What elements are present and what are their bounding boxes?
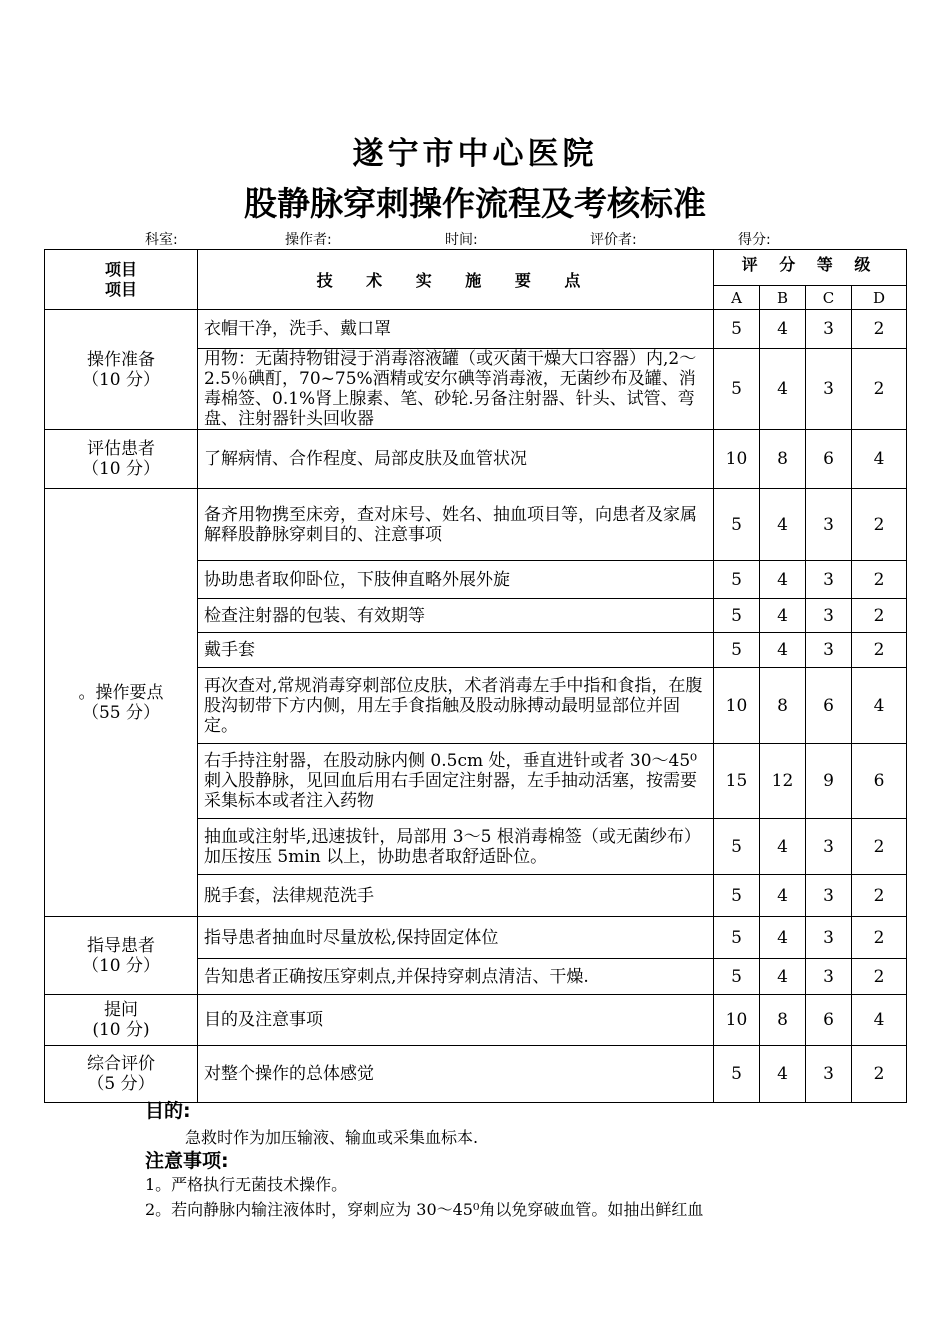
header-item-line2: 项目: [104, 279, 137, 299]
score-c: 3: [806, 819, 852, 875]
grade-a: A: [714, 286, 760, 310]
purpose-heading: 目的:: [145, 1100, 191, 1122]
score-b: 4: [760, 959, 806, 995]
score-d: 2: [852, 875, 907, 917]
item-cell: [45, 489, 198, 917]
item-name: 提问: [104, 1000, 138, 1020]
note-item-2: 2。若向静脉内输注液体时，穿刺应为 30～45⁰角以免穿破血管。如抽出鲜红血: [145, 1200, 704, 1219]
item-points: (10 分): [92, 1020, 150, 1040]
grade-d: D: [852, 286, 907, 310]
score-d: 2: [852, 633, 907, 668]
score-d: 2: [852, 349, 907, 430]
item-points: （55 分）: [81, 702, 161, 723]
item-name: 操作准备: [87, 349, 155, 370]
document-title: 股静脉穿刺操作流程及考核标准: [244, 184, 706, 223]
field-score: 得分:: [738, 232, 771, 248]
note-item-1: 1。严格执行无菌技术操作。: [145, 1175, 348, 1194]
score-b: 8: [760, 668, 806, 744]
score-a: 5: [714, 561, 760, 599]
score-a: 5: [714, 875, 760, 917]
score-a: 5: [714, 599, 760, 633]
item-name: 。操作要点: [78, 682, 164, 703]
table-row: [45, 430, 907, 489]
score-d: 2: [852, 959, 907, 995]
table-row: [45, 1046, 907, 1103]
step-description: 了解病情、合作程度、局部皮肤及血管状况: [198, 430, 714, 489]
step-description: 协助患者取仰卧位，下肢伸直略外展外旋: [198, 561, 714, 599]
score-c: 3: [806, 310, 852, 349]
score-b: 8: [760, 995, 806, 1046]
step-description: 戴手套: [198, 633, 714, 668]
table-row: [45, 489, 907, 561]
header-description: 技 术 实 施 要 点: [198, 250, 714, 310]
item-cell: [45, 310, 198, 430]
score-c: 3: [806, 875, 852, 917]
field-time: 时间:: [445, 232, 478, 248]
table-row: [45, 917, 907, 959]
scoring-table: [44, 249, 907, 1103]
score-b: 8: [760, 430, 806, 489]
score-d: 2: [852, 599, 907, 633]
item-name: 指导患者: [87, 935, 155, 956]
item-cell: [45, 1046, 198, 1103]
score-b: 4: [760, 1046, 806, 1103]
score-d: 6: [852, 744, 907, 819]
score-c: 3: [806, 489, 852, 561]
step-description: 告知患者正确按压穿刺点,并保持穿刺点清洁、干燥.: [198, 959, 714, 995]
score-a: 5: [714, 489, 760, 561]
score-a: 5: [714, 349, 760, 430]
item-name: 综合评价: [87, 1054, 155, 1074]
score-c: 9: [806, 744, 852, 819]
score-c: 3: [806, 633, 852, 668]
step-description: 指导患者抽血时尽量放松,保持固定体位: [198, 917, 714, 959]
score-d: 4: [852, 668, 907, 744]
field-evaluator: 评价者:: [590, 232, 637, 248]
score-d: 2: [852, 1046, 907, 1103]
score-d: 2: [852, 310, 907, 349]
score-a: 5: [714, 1046, 760, 1103]
score-a: 5: [714, 819, 760, 875]
score-b: 4: [760, 561, 806, 599]
score-d: 2: [852, 819, 907, 875]
score-d: 2: [852, 917, 907, 959]
item-cell: [45, 995, 198, 1046]
header-item-line1: 项目: [104, 259, 137, 279]
table-row: [45, 310, 907, 349]
score-c: 3: [806, 917, 852, 959]
score-b: 4: [760, 310, 806, 349]
step-description: 检查注射器的包装、有效期等: [198, 599, 714, 633]
item-name: 评估患者: [87, 439, 155, 459]
score-a: 10: [714, 430, 760, 489]
grade-c: C: [806, 286, 852, 310]
step-description: 用物：无菌持物钳浸于消毒溶液罐（或灭菌干燥大口容器）内,2～2.5％碘酊，70~75%酒精或安尔碘等消毒液，无菌纱布及罐、消毒棉签、0.1%肾上腺素、笔、砂轮.另备注射器、针头、试管、弯盘、注射器针头回收器: [198, 349, 714, 430]
score-b: 4: [760, 489, 806, 561]
score-d: 2: [852, 489, 907, 561]
score-b: 4: [760, 875, 806, 917]
table-row: [45, 995, 907, 1046]
header-grade: 评 分 等 级: [714, 250, 907, 286]
header-item: [45, 250, 198, 310]
score-b: 4: [760, 349, 806, 430]
score-a: 5: [714, 959, 760, 995]
score-a: 5: [714, 633, 760, 668]
score-a: 15: [714, 744, 760, 819]
item-points: （10 分）: [81, 955, 161, 976]
score-c: 6: [806, 668, 852, 744]
score-d: 4: [852, 995, 907, 1046]
score-d: 4: [852, 430, 907, 489]
score-a: 5: [714, 917, 760, 959]
step-description: 目的及注意事项: [198, 995, 714, 1046]
score-b: 12: [760, 744, 806, 819]
score-c: 3: [806, 561, 852, 599]
score-a: 5: [714, 310, 760, 349]
step-description: 右手持注射器，在股动脉内侧 0.5cm 处，垂直进针或者 30～45⁰刺入股静脉，见回血后用右手固定注射器，左手抽动活塞，按需要采集标本或者注入药物: [198, 744, 714, 819]
step-description: 衣帽干净，洗手、戴口罩: [198, 310, 714, 349]
field-department: 科室:: [145, 232, 178, 248]
score-c: 6: [806, 430, 852, 489]
step-description: 再次查对,常规消毒穿刺部位皮肤，术者消毒左手中指和食指，在腹股沟韧带下方内侧，用左手食指触及股动脉搏动最明显部位并固定。: [198, 668, 714, 744]
field-operator: 操作者:: [285, 232, 332, 248]
item-cell: [45, 430, 198, 489]
purpose-text: 急救时作为加压输液、输血或采集血标本.: [185, 1128, 479, 1147]
step-description: 抽血或注射毕,迅速拔针，局部用 3～5 根消毒棉签（或无菌纱布）加压按压 5min 以上，协助患者取舒适卧位。: [198, 819, 714, 875]
score-d: 2: [852, 561, 907, 599]
step-description: 备齐用物携至床旁，查对床号、姓名、抽血项目等，向患者及家属解释股静脉穿刺目的、注意事项: [198, 489, 714, 561]
step-description: 脱手套，法律规范洗手: [198, 875, 714, 917]
score-c: 3: [806, 349, 852, 430]
notes-heading: 注意事项:: [145, 1150, 229, 1172]
score-c: 6: [806, 995, 852, 1046]
hospital-name: 遂宁市中心医院: [352, 136, 598, 172]
score-b: 4: [760, 599, 806, 633]
table-body: [45, 310, 907, 1103]
item-points: （10 分）: [81, 459, 161, 479]
step-description: 对整个操作的总体感觉: [198, 1046, 714, 1103]
item-cell: [45, 917, 198, 995]
score-c: 3: [806, 959, 852, 995]
item-points: （10 分）: [81, 369, 161, 390]
score-c: 3: [806, 1046, 852, 1103]
score-b: 4: [760, 819, 806, 875]
score-b: 4: [760, 917, 806, 959]
score-a: 10: [714, 668, 760, 744]
score-c: 3: [806, 599, 852, 633]
grade-b: B: [760, 286, 806, 310]
score-b: 4: [760, 633, 806, 668]
item-points: （5 分）: [87, 1074, 155, 1094]
score-a: 10: [714, 995, 760, 1046]
